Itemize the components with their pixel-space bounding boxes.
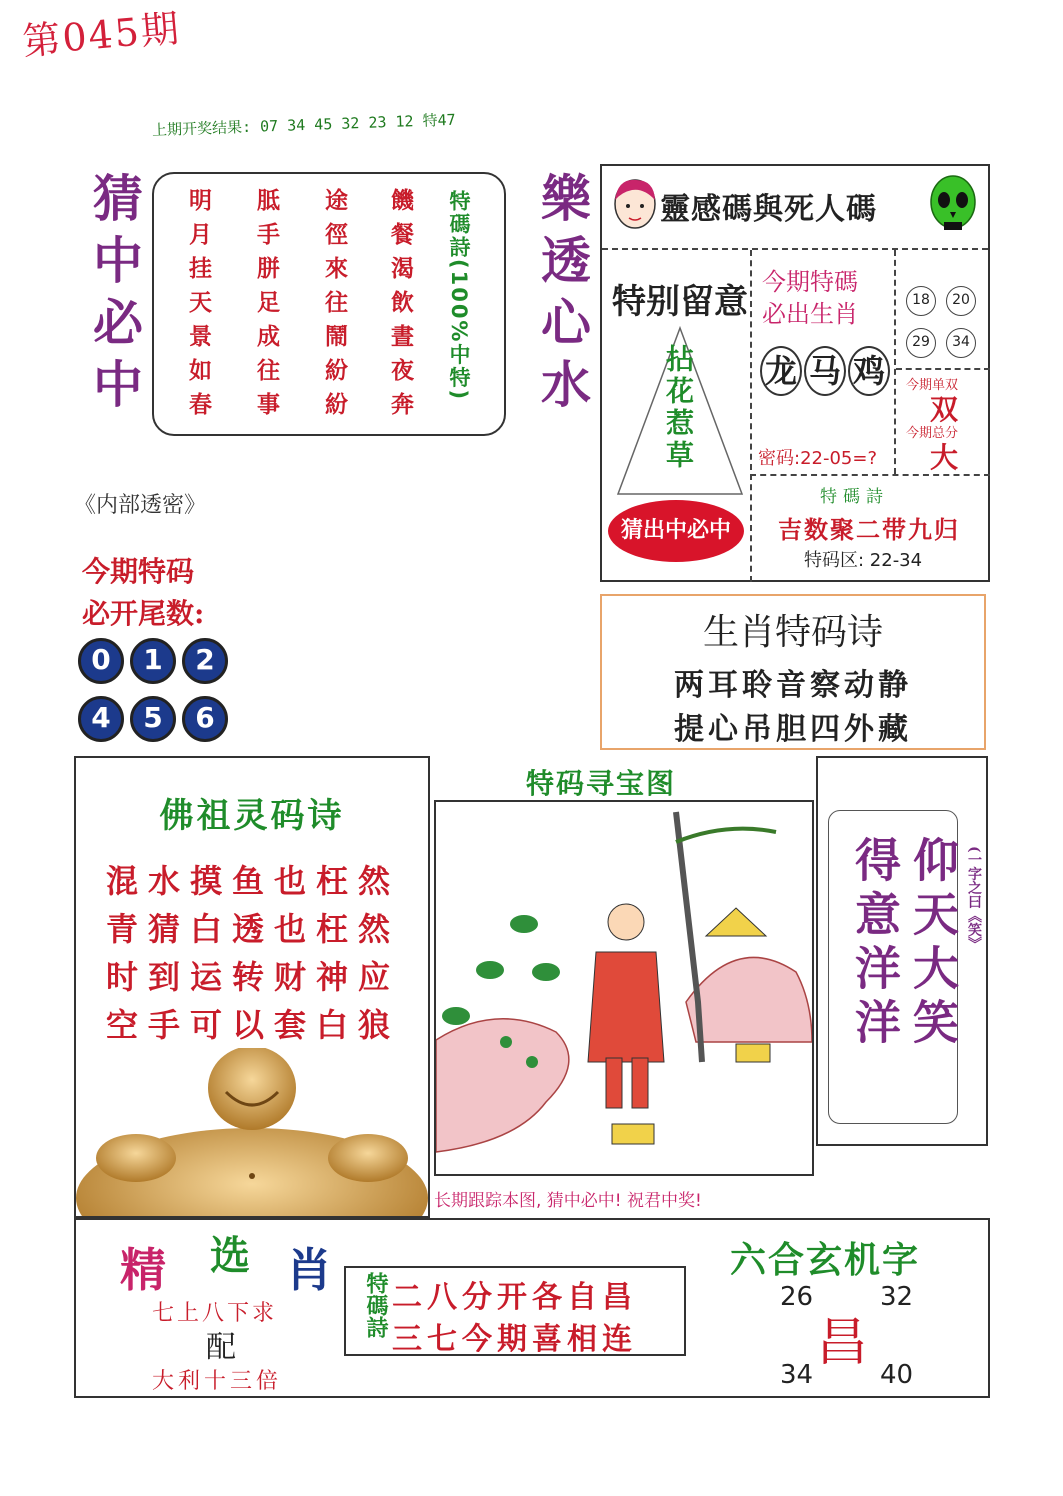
password: 密码:22-05=? — [758, 448, 878, 469]
special-zone: 特码区: 22-34 — [804, 550, 923, 571]
riddle-hint: (一字之曰《笑》 — [966, 846, 982, 951]
divider — [894, 250, 896, 474]
buddha-title: 佛祖灵码诗 — [159, 796, 345, 836]
tail-ball: 2 — [182, 638, 228, 684]
this-issue-line1: 今期特碼 — [762, 268, 858, 296]
mystic-number: 32 — [880, 1282, 914, 1312]
bottom-box — [74, 1218, 990, 1398]
tail-line1: 今期特码 — [82, 555, 195, 588]
bottom-poem-line: 二八分开各自昌 — [392, 1280, 637, 1315]
tail-ball: 1 — [130, 638, 176, 684]
tail-line2: 必开尾数: — [82, 597, 205, 630]
zodiac-circle: 鸡 — [848, 346, 890, 396]
previous-result: 上期开奖结果: 07 34 45 32 23 12 特47 — [151, 110, 456, 140]
guess-badge: 猜出中必中 — [608, 500, 744, 562]
face-icon — [610, 174, 660, 234]
panel-title: 靈感碼與死人碼 — [660, 192, 877, 227]
treasure-image — [434, 800, 814, 1176]
skull-icon — [928, 174, 978, 236]
jing-xuan-char: 肖 — [286, 1243, 332, 1297]
treasure-title: 特码寻宝图 — [526, 767, 677, 800]
total-label: 今期总分 — [906, 426, 959, 441]
riddle-box — [816, 756, 988, 1146]
single-double-label: 今期单双 — [906, 378, 959, 393]
mystic-number: 26 — [780, 1282, 814, 1312]
zodiac-poem-box — [600, 594, 986, 750]
issue-number: 第045期 — [20, 6, 183, 64]
bottom-poem-box — [344, 1266, 686, 1356]
zodiac-poem-title: 生肖特码诗 — [702, 612, 883, 653]
riddle-column: 仰天大笑 — [906, 836, 960, 1052]
inspiration-panel — [600, 164, 990, 582]
single-double: 双 — [930, 393, 959, 426]
divider — [750, 474, 990, 476]
number-circle: 34 — [946, 328, 976, 358]
total: 大 — [930, 441, 959, 474]
poem-column: 胝手胼足成往事 — [253, 188, 280, 426]
zodiac-poem-line: 两耳聆音察动静 — [674, 668, 912, 703]
riddle-column: 得意洋洋 — [848, 836, 902, 1052]
divider — [896, 368, 990, 370]
hint: 七上八下求 — [152, 1301, 278, 1326]
zodiac-circle: 龙 — [760, 346, 802, 396]
divider — [750, 250, 752, 470]
buddha-line: 时到运转财神应 — [106, 958, 401, 996]
bottom-poem-label: 特碼詩 — [363, 1272, 388, 1338]
inside-secret: 《内部透密》 — [74, 493, 207, 518]
buddha-line: 空手可以套白狼 — [106, 1006, 401, 1044]
bottom-poem-line: 三七今期喜相连 — [392, 1322, 637, 1357]
tail-ball: 6 — [182, 696, 228, 742]
tail-ball: 0 — [78, 638, 124, 684]
panel-poem-label: 特碼詩 — [820, 487, 889, 507]
right-title: 樂透心水 — [533, 172, 592, 420]
pei: 配 — [206, 1330, 236, 1365]
buddha-image — [76, 1048, 428, 1216]
panel-poem: 吉数聚二带九归 — [778, 515, 960, 544]
mystic-title: 六合玄机字 — [730, 1239, 921, 1281]
buddha-line: 混水摸鱼也枉然 — [106, 862, 401, 900]
tail-ball: 5 — [130, 696, 176, 742]
special-attention: 特别留意 — [612, 282, 748, 322]
left-title: 猜中必中 — [85, 172, 144, 420]
idiom: 拈花惹草 — [662, 344, 695, 472]
mystic-char: 昌 — [816, 1313, 869, 1373]
poem-box — [152, 172, 506, 436]
poem-label: 特碼詩(100%中特) — [447, 190, 471, 402]
number-circle: 20 — [946, 286, 976, 316]
poem-column: 明月挂天景如春 — [185, 188, 212, 426]
this-issue-line2: 必出生肖 — [762, 300, 858, 328]
number-circle: 29 — [906, 328, 936, 358]
reward: 大利十三倍 — [152, 1369, 283, 1394]
jing-xuan-char: 精 — [120, 1243, 166, 1297]
poem-column: 途徑來往鬧紛紛 — [321, 188, 348, 426]
treasure-caption: 长期跟踪本图, 猜中必中! 祝君中奖! — [434, 1191, 702, 1211]
divider — [750, 474, 752, 582]
mystic-number: 40 — [880, 1360, 914, 1390]
poem-column: 饑餐渴飲晝夜奔 — [387, 188, 414, 426]
buddha-box — [74, 756, 430, 1218]
divider — [602, 248, 988, 250]
zodiac-poem-line: 提心吊胆四外藏 — [674, 712, 912, 747]
tail-ball: 4 — [78, 696, 124, 742]
buddha-line: 青猜白透也枉然 — [106, 910, 401, 948]
zodiac-circle: 马 — [804, 346, 846, 396]
jing-xuan-char: 选 — [210, 1232, 250, 1279]
mystic-number: 34 — [780, 1360, 814, 1390]
number-circle: 18 — [906, 286, 936, 316]
